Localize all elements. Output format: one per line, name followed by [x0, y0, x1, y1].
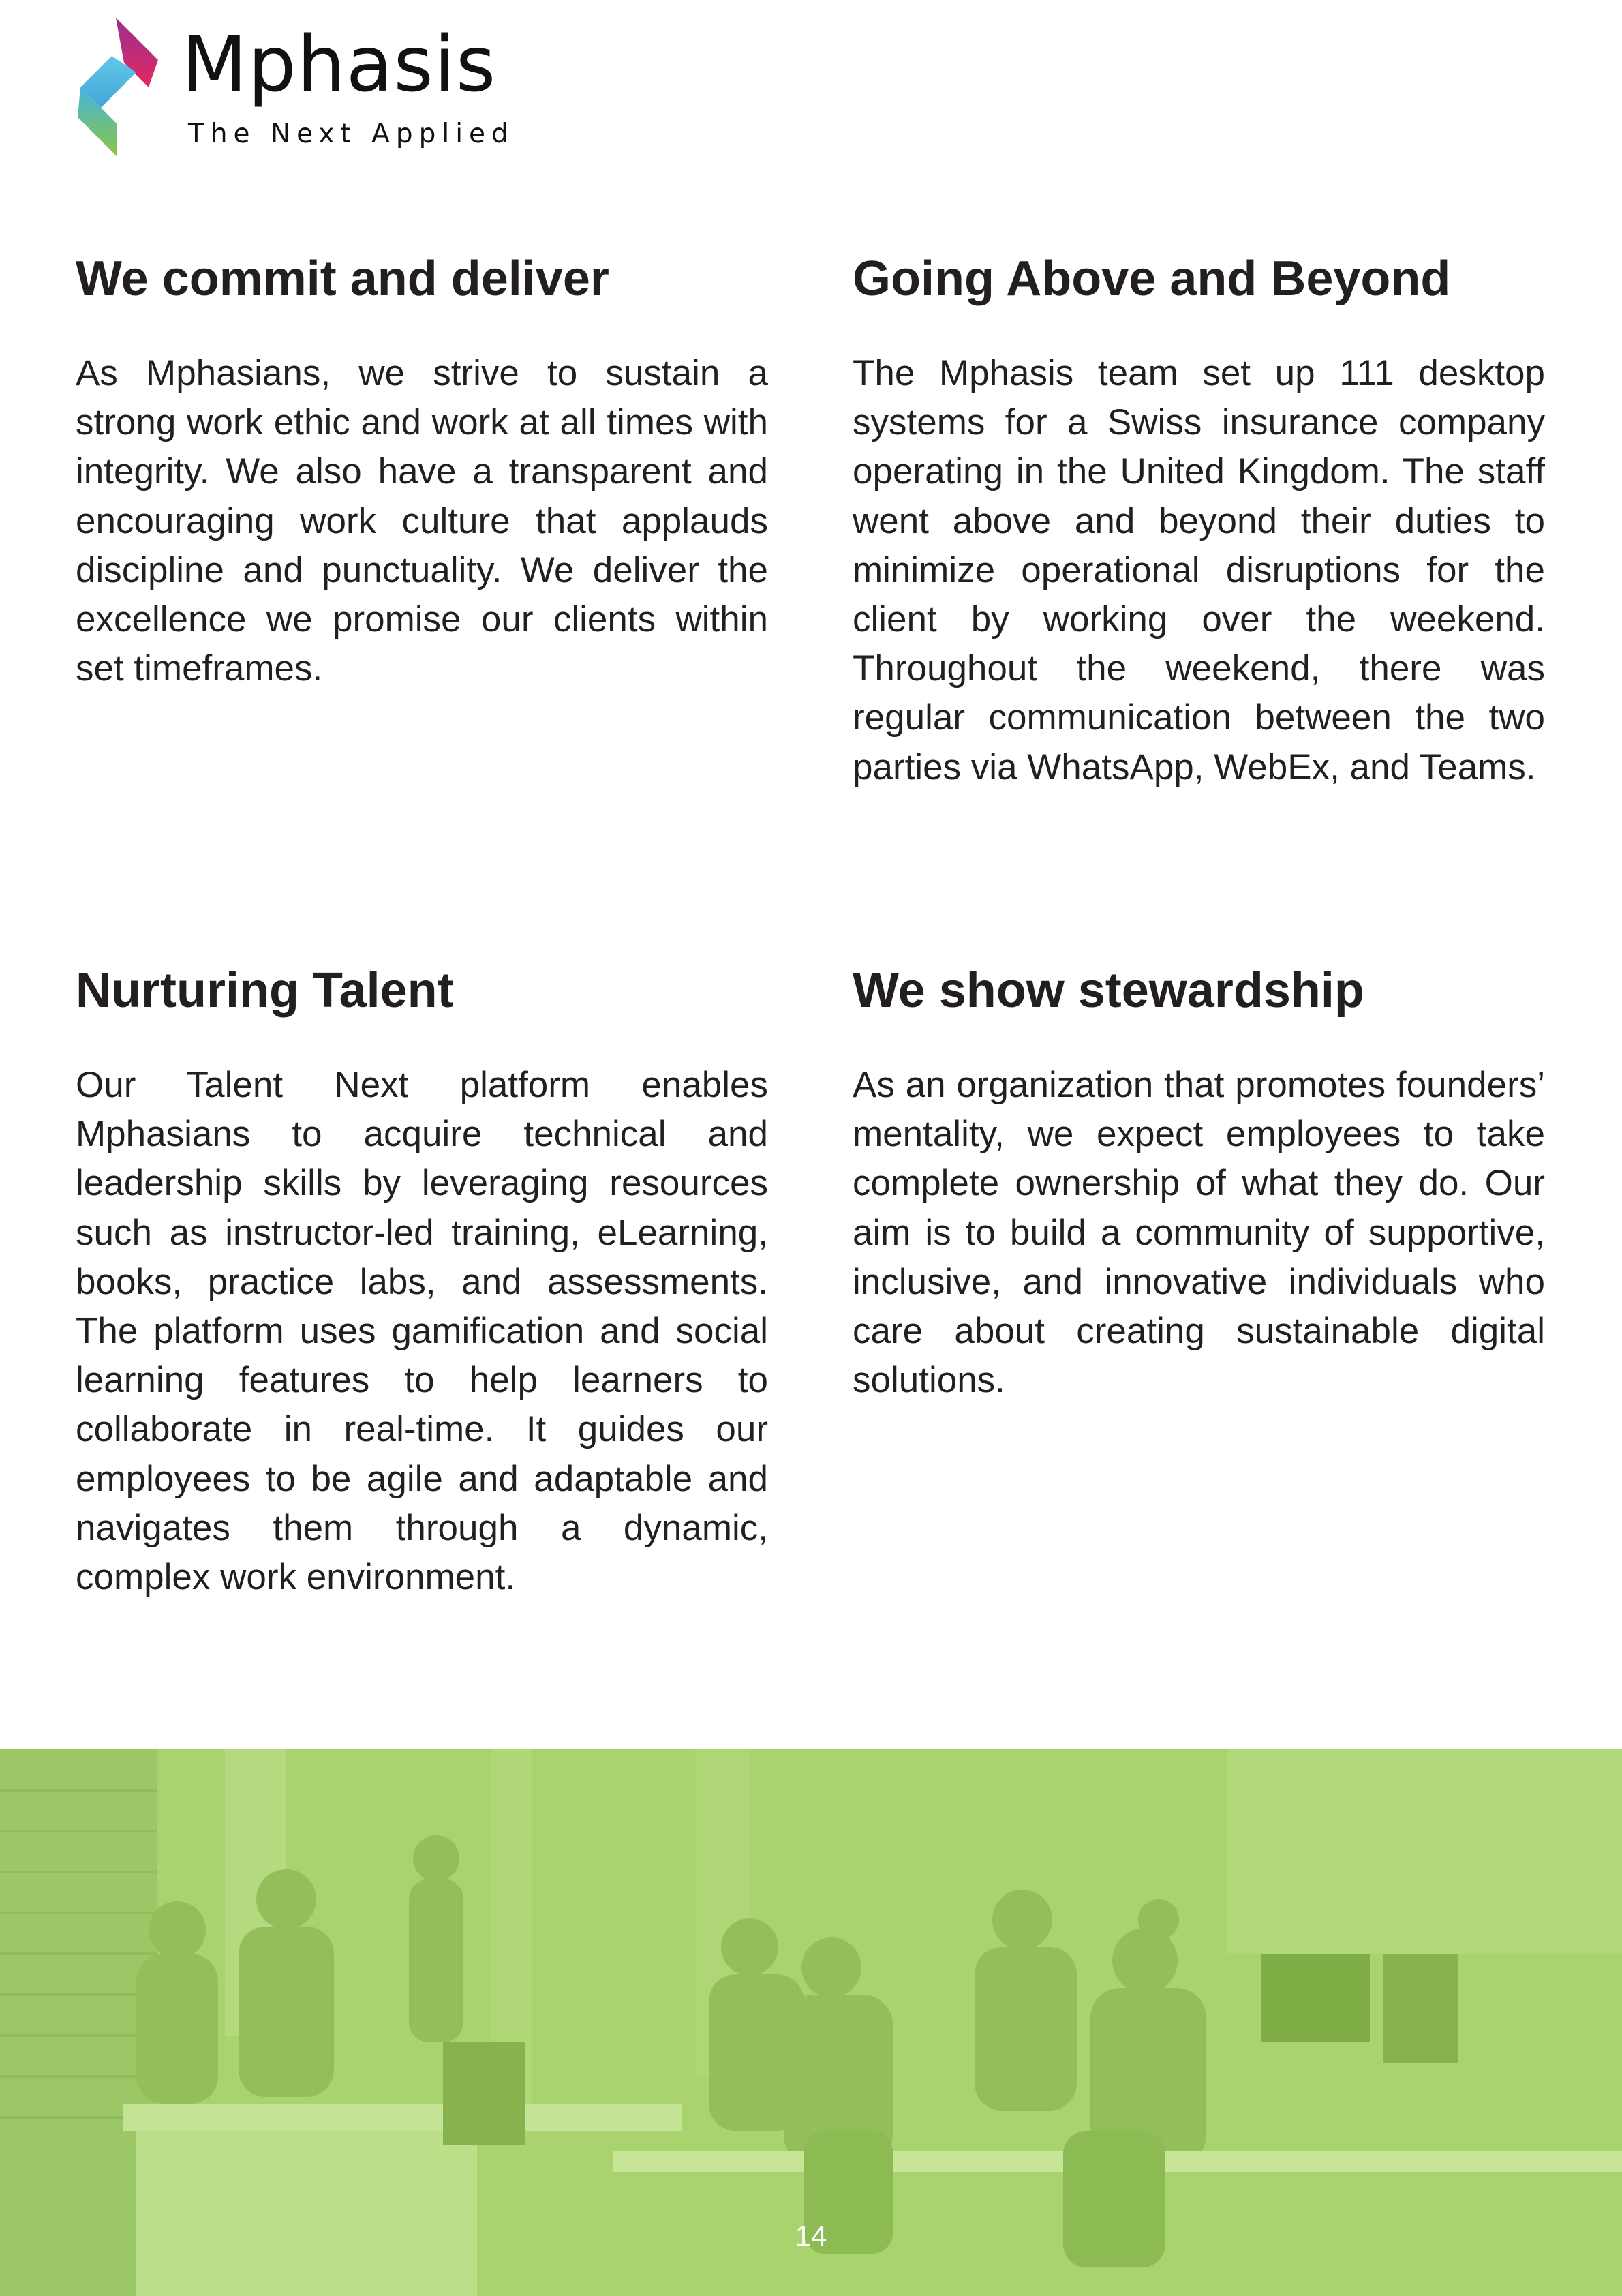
- brand-tagline: The Next Applied: [188, 119, 515, 149]
- office-team-photo: [0, 1749, 1622, 2296]
- section-heading: We commit and deliver: [76, 252, 609, 306]
- section-heading: Nurturing Talent: [76, 963, 454, 1018]
- section-going-above-and-beyond: [853, 250, 1545, 792]
- section-we-commit-and-deliver: [76, 250, 768, 693]
- brand-name: Mphasis: [181, 20, 497, 109]
- office-scene-illustration: [0, 1749, 1622, 2296]
- section-body: As an organization that promotes founders’ mentality, we expect employees to take complete ownership of what they do. Our aim is to build a community of supportive, inclusive, and innovative individuals who care about creating sustainable digital solutions.: [853, 1065, 1545, 1401]
- mphasis-chevron-logo-icon: [74, 15, 162, 160]
- section-heading: Going Above and Beyond: [853, 252, 1451, 306]
- section-body: Our Talent Next platform enables Mphasians to acquire technical and leadership skills by leveraging resources such as instructor-led training, eLearning, books, practice labs, and assessments. The platform uses gamification and social learning features to help learners to collaborate in real-time. It guides our employees to be agile and adaptable and navigates them through a dynamic, complex work environment.: [76, 1065, 768, 1598]
- section-we-show-stewardship: [853, 961, 1545, 1405]
- section-heading: We show stewardship: [853, 963, 1364, 1018]
- section-body: The Mphasis team set up 111 desktop systems for a Swiss insurance company operating in the United Kingdom. The staff went above and beyond their duties to minimize operational disruptions for the client by working over the weekend. Throughout the weekend, there was regular communication between the two parties via WhatsApp, WebEx, and Teams.: [853, 353, 1545, 787]
- mphasis-logo: [74, 15, 523, 165]
- section-body: As Mphasians, we strive to sustain a strong work ethic and work at all times with integrity. We also have a transparent and encouraging work culture that applauds discipline and punctuality. We deliver the excellence we promise our clients within set timeframes.: [76, 353, 768, 689]
- page-number: 14: [795, 2220, 827, 2252]
- section-nurturing-talent: [76, 961, 768, 1602]
